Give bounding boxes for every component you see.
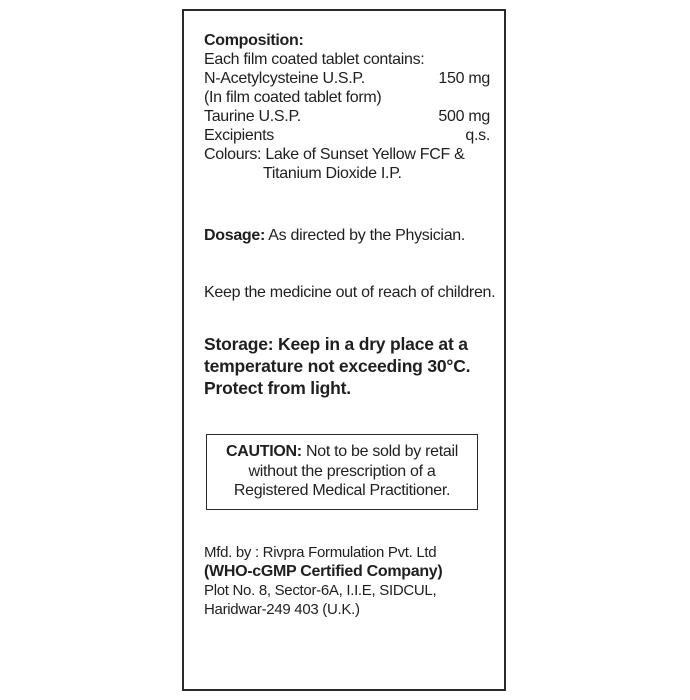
colours-line-continued: Titanium Dioxide I.P. [263, 165, 402, 182]
ingredient-row [204, 107, 490, 126]
ingredient-amount: 500 mg [438, 108, 490, 125]
ingredient-name: Taurine U.S.P. [204, 108, 301, 125]
dosage-section [204, 226, 490, 245]
caution-line: without the prescription of a [248, 462, 436, 480]
manufacturer-section [204, 543, 490, 619]
storage-line: Storage: Keep in a dry place at a [204, 334, 468, 354]
storage-line: temperature not exceeding 30°C. [204, 356, 471, 376]
dosage-text: As directed by the Physician. [265, 227, 466, 244]
keep-out-of-reach-text: Keep the medicine out of reach of children. [204, 284, 496, 301]
caution-box [206, 434, 478, 510]
ingredient-name: N-Acetylcysteine U.S.P. [204, 70, 365, 87]
caution-text: Not to be sold by retail [301, 443, 458, 460]
caution-line [215, 442, 469, 462]
ingredient-name: Excipients [204, 127, 274, 144]
label-content [204, 31, 496, 619]
medicine-label-panel [182, 9, 506, 691]
colours-line: Colours: Lake of Sunset Yellow FCF & [204, 146, 465, 163]
caution-line: Registered Medical Practitioner. [233, 482, 451, 499]
composition-heading: Composition: [204, 32, 304, 49]
manufacturer-address: Haridwar-249 403 (U.K.) [204, 600, 360, 618]
ingredient-row [204, 69, 490, 88]
ingredient-name: (In film coated tablet form) [204, 89, 382, 106]
ingredient-row [204, 126, 490, 145]
composition-intro: Each film coated tablet contains: [204, 51, 425, 68]
manufacturer-name: Mfd. by : Rivpra Formulation Pvt. Ltd [204, 543, 437, 561]
ingredient-amount: 150 mg [438, 70, 490, 87]
composition-section [204, 31, 490, 183]
caution-label: CAUTION: [226, 443, 302, 460]
ingredient-row [204, 88, 490, 107]
manufacturer-certification: (WHO-cGMP Certified Company) [204, 562, 443, 580]
manufacturer-address: Plot No. 8, Sector-6A, I.I.E, SIDCUL, [204, 581, 437, 599]
ingredient-amount: q.s. [465, 127, 490, 144]
dosage-label: Dosage: [204, 227, 266, 244]
storage-line: Protect from light. [204, 378, 351, 398]
storage-section [204, 333, 490, 399]
